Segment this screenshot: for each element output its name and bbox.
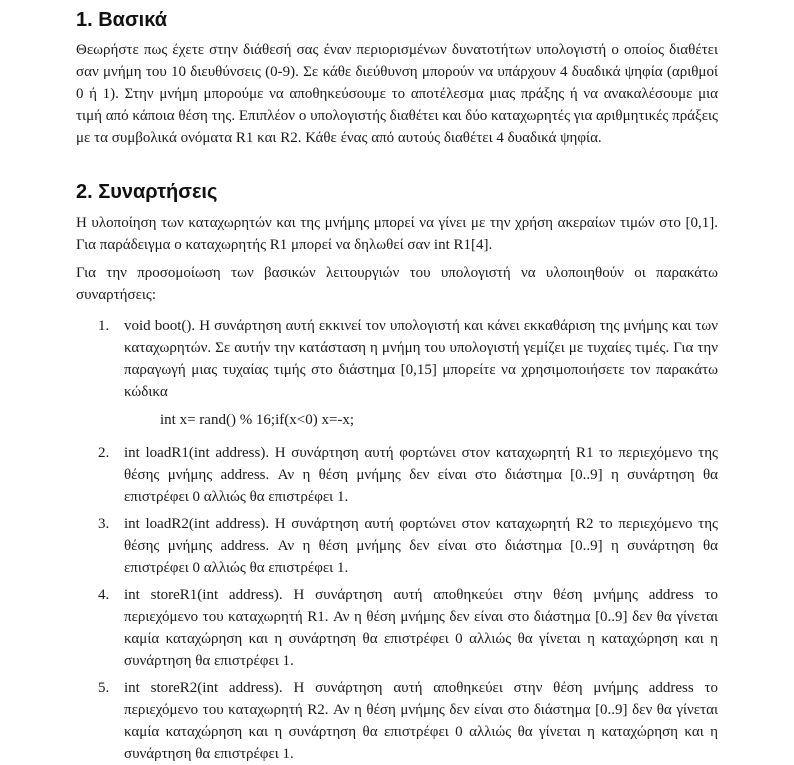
list-item-loadr1 [76, 442, 718, 508]
list-item-number: 4. [98, 587, 110, 603]
list-item-text: void boot(). Η συνάρτηση αυτή εκκινεί τον υπολογιστή και κάνει εκκαθάριση της μνήμης και των καταχωρητών. Σε αυτήν την κατάσταση η μνήμη του υπολογιστή γεμίζει με τυχαίες τιμές. Για την παραγωγή μιας τυχαίας τιμής στο διάστημα [0,15] μπορείτε να χρησιμοποιήσετε τον παρακάτω κώδικα [124, 318, 718, 400]
section-heading-functions: 2. Συναρτήσεις [76, 181, 218, 203]
list-item-boot [76, 315, 718, 431]
paragraph-functions-intro: Για την προσομοίωση των βασικών λειτουργιών του υπολογιστή να υλοποιηθούν οι παρακάτω συναρτήσεις: [76, 265, 718, 303]
list-item-text: int loadR2(int address). Η συνάρτηση αυτή φορτώνει στον καταχωρητή R2 το περιεχόμενο της θέσης μνήμης address. Αν η θέση μνήμης δεν είναι στο διάστημα [0..9] η συνάρτηση θα επιστρέφει 0 αλλιώς θα επιστρέφει 1. [124, 516, 718, 576]
list-item-number: 5. [98, 680, 110, 696]
list-item-loadr2 [76, 513, 718, 579]
section-heading-basics: 1. Βασικά [76, 9, 167, 31]
paragraph-implementation: Η υλοποίηση των καταχωρητών και της μνήμης μπορεί να γίνει με την χρήση ακεραίων τιμών στο [0,1]. Για παράδειγμα ο καταχωρητής R1 μπορεί να δηλωθεί σαν int R1[4]. [76, 215, 718, 253]
list-item-number: 2. [98, 445, 110, 461]
list-item-number: 3. [98, 516, 110, 532]
list-item-text: int storeR1(int address). Η συνάρτηση αυτή αποθηκεύει στην θέση μνήμης address το περιεχόμενο του καταχωρητή R1. Αν η θέση μνήμης δεν είναι στο διάστημα [0..9] δεν θα γίνεται καμία καταχώρηση και η συνάρτηση θα επιστρέφει 0 αλλιώς θα γίνεται η καταχώρηση και η συνάρτηση θα επιστρέφει 1. [124, 587, 718, 669]
paragraph-basics: Θεωρήστε πως έχετε στην διάθεσή σας έναν περιορισμένων δυνατοτήτων υπολογιστή ο οποίος διαθέτει σαν μνήμη του 10 διευθύνσεις (0-9). Σε κάθε διεύθυνση μπορούν να υπάρχουν 4 δυαδικά ψηφία (αριθμοί 0 ή 1). Στην μνήμη μπορούμε να αποθηκεύσουμε το αποτέλεσμα μιας πράξης ή να ανακαλέσουμε μια τιμή από κάποια θέση της. Επιπλέον ο υπολογιστής διαθέτει και δύο καταχωρητές για αριθμητικές πράξεις με τα συμβολικά ονόματα R1 και R2. Κάθε ένας από αυτούς διαθέτει 4 δυαδικά ψηφία. [76, 42, 718, 146]
list-item-number: 1. [98, 318, 110, 334]
list-item-text: int loadR1(int address). Η συνάρτηση αυτή φορτώνει στον καταχωρητή R1 το περιεχόμενο της θέσης μνήμης address. Αν η θέση μνήμης δεν είναι στο διάστημα [0..9] η συνάρτηση θα επιστρέφει 0 αλλιώς θα επιστρέφει 1. [124, 445, 718, 505]
code-snippet: int x= rand() % 16;if(x<0) x=-x; [160, 412, 355, 428]
list-item-storer1 [76, 584, 718, 672]
list-item-storer2 [76, 677, 718, 765]
list-item-text: int storeR2(int address). Η συνάρτηση αυτή αποθηκεύει στην θέση μνήμης address το περιεχόμενο του καταχωρητή R2. Αν η θέση μνήμης δεν είναι στο διάστημα [0..9] δεν θα γίνεται καμία καταχώρηση και η συνάρτηση θα επιστρέφει 0 αλλιώς θα γίνεται η καταχώρηση και η συνάρτηση θα επιστρέφει 1. [124, 680, 718, 762]
